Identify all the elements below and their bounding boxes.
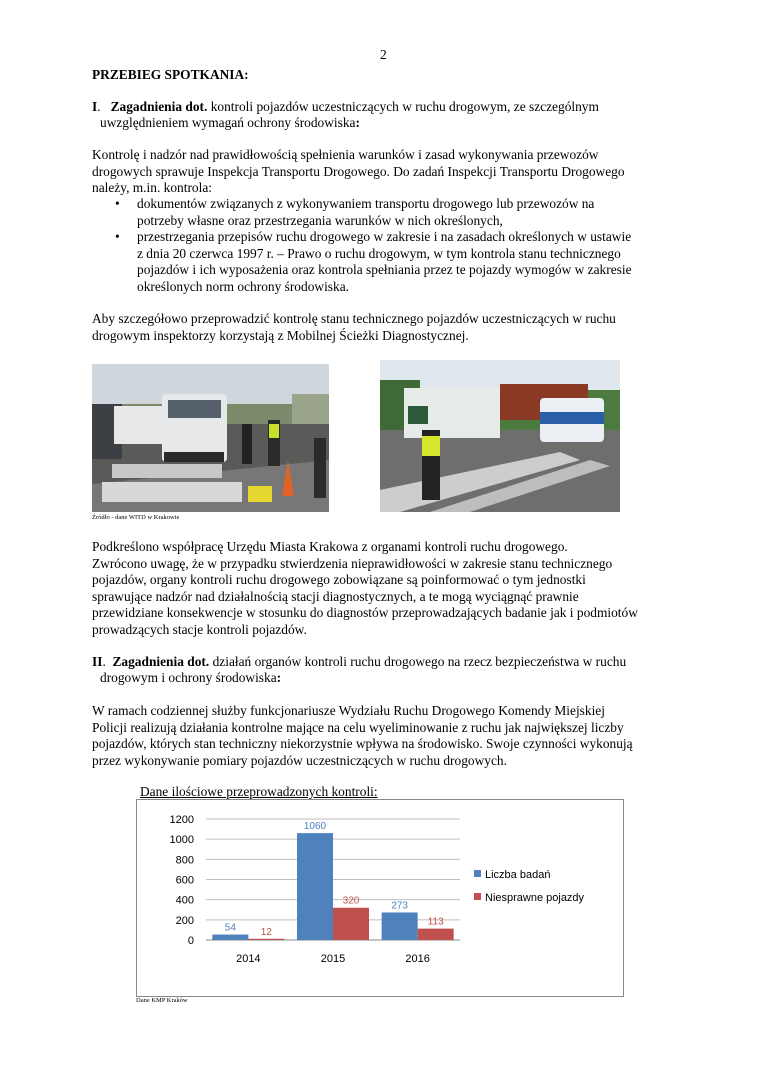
x-tick-label: 2014 xyxy=(236,953,261,965)
text-line: drogowych sprawuje Inspekcja Transportu Drogowego. Do zadań Inspekcji Transportu Drogowego xyxy=(92,163,625,179)
page-heading: PRZEBIEG SPOTKANIA: xyxy=(92,67,249,82)
legend-label: Liczba badań xyxy=(485,869,551,881)
text-line: Policji realizują działania kontrolne mające na celu wyeliminowanie z ruchu jak największej liczby xyxy=(92,719,624,735)
section-2-paragraph-1 xyxy=(92,703,680,769)
text-line: przewidziane konsekwencje w stosunku do diagnostów przeprowadzających badanie jak i podmiotów xyxy=(92,605,638,621)
text-line: drogowym inspektorzy korzystają z Mobilnej Ścieżki Diagnostycznej. xyxy=(92,327,469,343)
data-label: 113 xyxy=(427,916,444,928)
data-label: 12 xyxy=(260,926,272,938)
text-line: pojazdów, których stan techniczny niekorzystnie wpływa na środowisko. Swoje czynności wykonują xyxy=(92,736,633,752)
text-line: pojazdów, organy kontroli ruchu drogowego zobowiązane są poinformować o tym jednostki xyxy=(92,572,586,588)
bar xyxy=(297,833,333,940)
bar-chart xyxy=(137,800,623,996)
bullet-2 xyxy=(137,229,680,295)
photo-caption: Źródło - dane WITD w Krakowie xyxy=(92,514,180,521)
section-2-title: II. Zagadnienia dot. działań organów kontroli ruchu drogowego na rzecz bezpieczeństwa w ruchu xyxy=(92,654,627,669)
data-label: 54 xyxy=(224,922,236,934)
legend-swatch xyxy=(474,870,481,877)
legend-swatch xyxy=(474,893,481,900)
x-tick-label: 2016 xyxy=(405,953,430,965)
y-tick-label: 400 xyxy=(175,894,194,907)
y-tick-label: 0 xyxy=(187,935,194,947)
section-1-title-bold: Zagadnienia dot. xyxy=(110,99,208,114)
text-line: przez wykonywanie pomiary pojazdów uczestniczących w ruchu drogowych. xyxy=(92,752,507,768)
bar xyxy=(382,912,418,940)
y-tick-label: 600 xyxy=(175,874,194,887)
bullet-1-dot: • xyxy=(115,196,120,211)
section-1-title-line2-text: uwzględnieniem wymagań ochrony środowiska xyxy=(100,115,356,130)
x-tick-label: 2015 xyxy=(320,953,346,965)
bullet-2-dot: • xyxy=(115,229,120,244)
section-1-numeral: I xyxy=(92,99,98,114)
text-line: pojazdów i ich wyposażenia oraz kontrola spełniania przez te pojazdy wymogów w zakresie xyxy=(137,262,632,278)
text-line: należy, m.in. kontrola: xyxy=(92,180,212,196)
section-1-title-line2: uwzględnieniem wymagań ochrony środowiska: xyxy=(100,115,360,130)
text-line: potrzeby własne oraz przestrzegania warunków w nich określonych, xyxy=(137,212,503,228)
section-2-title-line2: drogowym i ochrony środowiska: xyxy=(100,670,282,685)
inspection-station-photo xyxy=(92,364,329,512)
data-label: 273 xyxy=(391,900,409,912)
bar xyxy=(333,908,369,940)
text-line: Podkreślono współpracę Urzędu Miasta Krakowa z organami kontroli ruchu drogowego. xyxy=(92,539,568,554)
text-line: Kontrolę i nadzór nad prawidłowością spełnienia warunków i zasad wykonywania przewozów xyxy=(92,147,599,162)
section-1-paragraph-1 xyxy=(92,147,682,197)
section-1-paragraph-2 xyxy=(92,311,682,344)
data-label: 320 xyxy=(342,895,360,907)
text-line: dokumentów związanych z wykonywaniem transportu drogowego lub przewozów na xyxy=(137,196,595,211)
section-1-title-rest: kontroli pojazdów uczestniczących w ruchu drogowym, ze szczególnym xyxy=(210,99,599,114)
text-line: Zwrócono uwagę, że w przypadku stwierdzenia nieprawidłowości w zakresie stanu technicznego xyxy=(92,555,613,571)
text-line: Aby szczegółowo przeprowadzić kontrolę stanu technicznego pojazdów uczestniczących w ruchu xyxy=(92,311,616,326)
section-1-paragraph-3 xyxy=(92,539,680,639)
section-2-title-line2-text: drogowym i ochrony środowiska xyxy=(100,670,277,685)
chart-source: Dane KMP Kraków xyxy=(136,997,188,1004)
page-number: 2 xyxy=(380,47,387,62)
y-tick-label: 200 xyxy=(175,914,194,927)
legend-label: Niesprawne pojazdy xyxy=(485,892,585,904)
y-tick-label: 1000 xyxy=(169,834,194,847)
bus-inspection-photo xyxy=(380,360,620,512)
data-label: 1060 xyxy=(303,821,327,833)
section-2-numeral: II xyxy=(92,654,103,669)
text-line: określonych norm ochrony środowiska. xyxy=(137,278,349,294)
bar xyxy=(418,929,454,940)
section-1-title: I. Zagadnienia dot. kontroli pojazdów uczestniczących w ruchu drogowym, ze szczególnym xyxy=(92,99,599,114)
section-2-title-bold: Zagadnienia dot. xyxy=(112,654,210,669)
bar xyxy=(212,935,248,940)
section-2-title-rest: działań organów kontroli ruchu drogowego na rzecz bezpieczeństwa w ruchu xyxy=(212,654,627,669)
chart-title: Dane ilościowe przeprowadzonych kontroli: xyxy=(140,784,378,799)
y-tick-label: 800 xyxy=(175,854,194,867)
bar xyxy=(248,939,284,940)
text-line: z dnia 20 czerwca 1997 r. – Prawo o ruchu drogowym, w tym kontrola stanu technicznego xyxy=(137,245,621,261)
text-line: W ramach codziennej służby funkcjonariusze Wydziału Ruchu Drogowego Komendy Miejskiej xyxy=(92,703,605,718)
y-tick-label: 1200 xyxy=(169,814,194,826)
bullet-1 xyxy=(137,196,680,229)
text-line: przestrzegania przepisów ruchu drogowego w zakresie i na zasadach określonych w ustawie xyxy=(137,229,632,244)
text-line: sprawujące nadzór nad działalnością stacji diagnostycznych, a te mogą wyciągnąć prawnie xyxy=(92,588,579,604)
text-line: prowadzących stacje kontroli pojazdów. xyxy=(92,621,307,637)
